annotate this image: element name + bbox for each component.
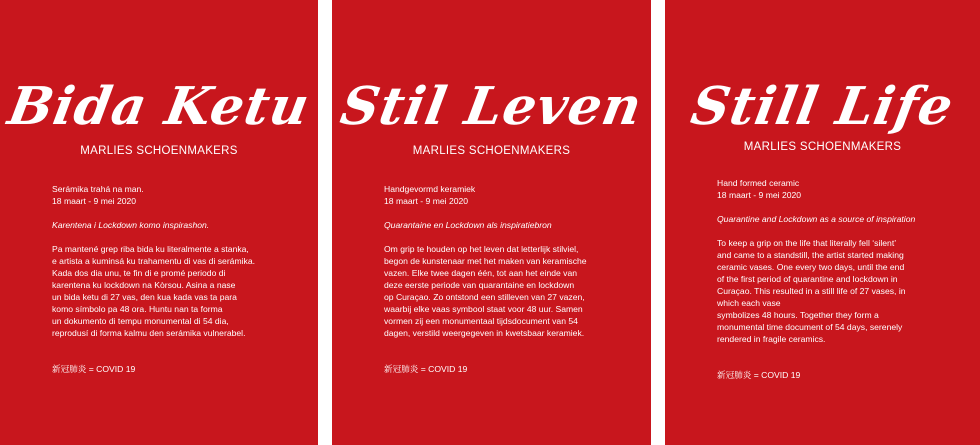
panel-english <box>665 0 980 445</box>
description-line: Pa mantené grep riba bida ku literalmente a stanka, <box>52 244 249 254</box>
description-line: waarbij elke vaas symbool staat voor 48 uur. Samen <box>384 304 583 314</box>
theme: Karentena i Lockdown komo inspirashon. <box>52 220 210 230</box>
description-line: dagen, verstild weergegeven in kwetsbaar keramiek. <box>384 328 585 338</box>
description-line: vazen. Elke twee dagen één, tot aan het einde van <box>384 268 578 278</box>
dates: 18 maart - 9 mei 2020 <box>52 196 137 206</box>
panel-papiamentu <box>0 0 318 445</box>
description-line: To keep a grip on the life that literally fell ‘silent’ <box>717 238 897 248</box>
author-name: MARLIES SCHOENMAKERS <box>412 145 571 157</box>
description-line: vormen zij een monumentaal tijdsdocument van 54 <box>384 316 578 326</box>
subtitle: Handgevormd keramiek <box>384 184 476 194</box>
dates: 18 maart - 9 mei 2020 <box>717 190 802 200</box>
panel-title: Stil Leven <box>336 76 647 137</box>
author-name: MARLIES SCHOENMAKERS <box>743 141 902 153</box>
description-line: e artista a kuminsá ku trahamentu di vas di serámika. <box>52 256 255 266</box>
description-line: symbolizes 48 hours. Together they form a <box>717 310 879 320</box>
description-line: op Curaçao. Zo ontstond een stilleven van 27 vazen, <box>384 292 585 302</box>
panel-body <box>52 183 308 375</box>
description-line: karentena ku lockdown na Kòrsou. Asina a nase <box>52 280 236 290</box>
footnote: 新冠肺炎 = COVID 19 <box>717 370 801 380</box>
description-line: monumental time document of 54 days, serenely <box>717 322 903 332</box>
description-line: un bida ketu di 27 vas, den kua kada vas ta para <box>52 292 237 302</box>
panel-body <box>384 183 641 375</box>
description-line: of the first period of quarantine and lockdown in <box>717 274 898 284</box>
description-line: un dokumento di tempu monumental di 54 dia, <box>52 316 229 326</box>
description-line: ceramic vases. One every two days, until the end <box>717 262 905 272</box>
dates: 18 maart - 9 mei 2020 <box>384 196 469 206</box>
footnote: 新冠肺炎 = COVID 19 <box>384 364 468 374</box>
description-line: komo símbolo pa 48 ora. Huntu nan ta forma <box>52 304 223 314</box>
description-line: Curaçao. This resulted in a still life of 27 vases, in <box>717 286 906 296</box>
author-name: MARLIES SCHOENMAKERS <box>80 145 238 157</box>
panel-dutch <box>332 0 651 445</box>
description-line: Om grip te houden op het leven dat letterlijk stilviel, <box>384 244 579 254</box>
description-line: which each vase <box>717 298 781 308</box>
panel-body <box>717 177 970 381</box>
description <box>384 243 641 339</box>
description <box>717 237 970 345</box>
theme: Quarantine and Lockdown as a source of inspiration <box>717 214 916 224</box>
description <box>52 243 308 339</box>
description-line: reprodusí di forma kalmu den serámika vulnerabel. <box>52 328 246 338</box>
description-line: Kada dos dia unu, te fin di e promé periodo di <box>52 268 226 278</box>
description-line: rendered in fragile ceramics. <box>717 334 826 344</box>
panel-title: Bida Ketu <box>3 76 315 137</box>
panel-title: Still Life <box>686 76 959 137</box>
subtitle: Serámika trahá na man. <box>52 184 144 194</box>
theme: Quarantaine en Lockdown als inspiratiebron <box>384 220 552 230</box>
description-line: and came to a standstill, the artist started making <box>717 250 904 260</box>
description-line: deze eerste periode van quarantaine en lockdown <box>384 280 575 290</box>
subtitle: Hand formed ceramic <box>717 178 800 188</box>
description-line: begon de kunstenaar met het maken van keramische <box>384 256 587 266</box>
footnote: 新冠肺炎 = COVID 19 <box>52 364 136 374</box>
